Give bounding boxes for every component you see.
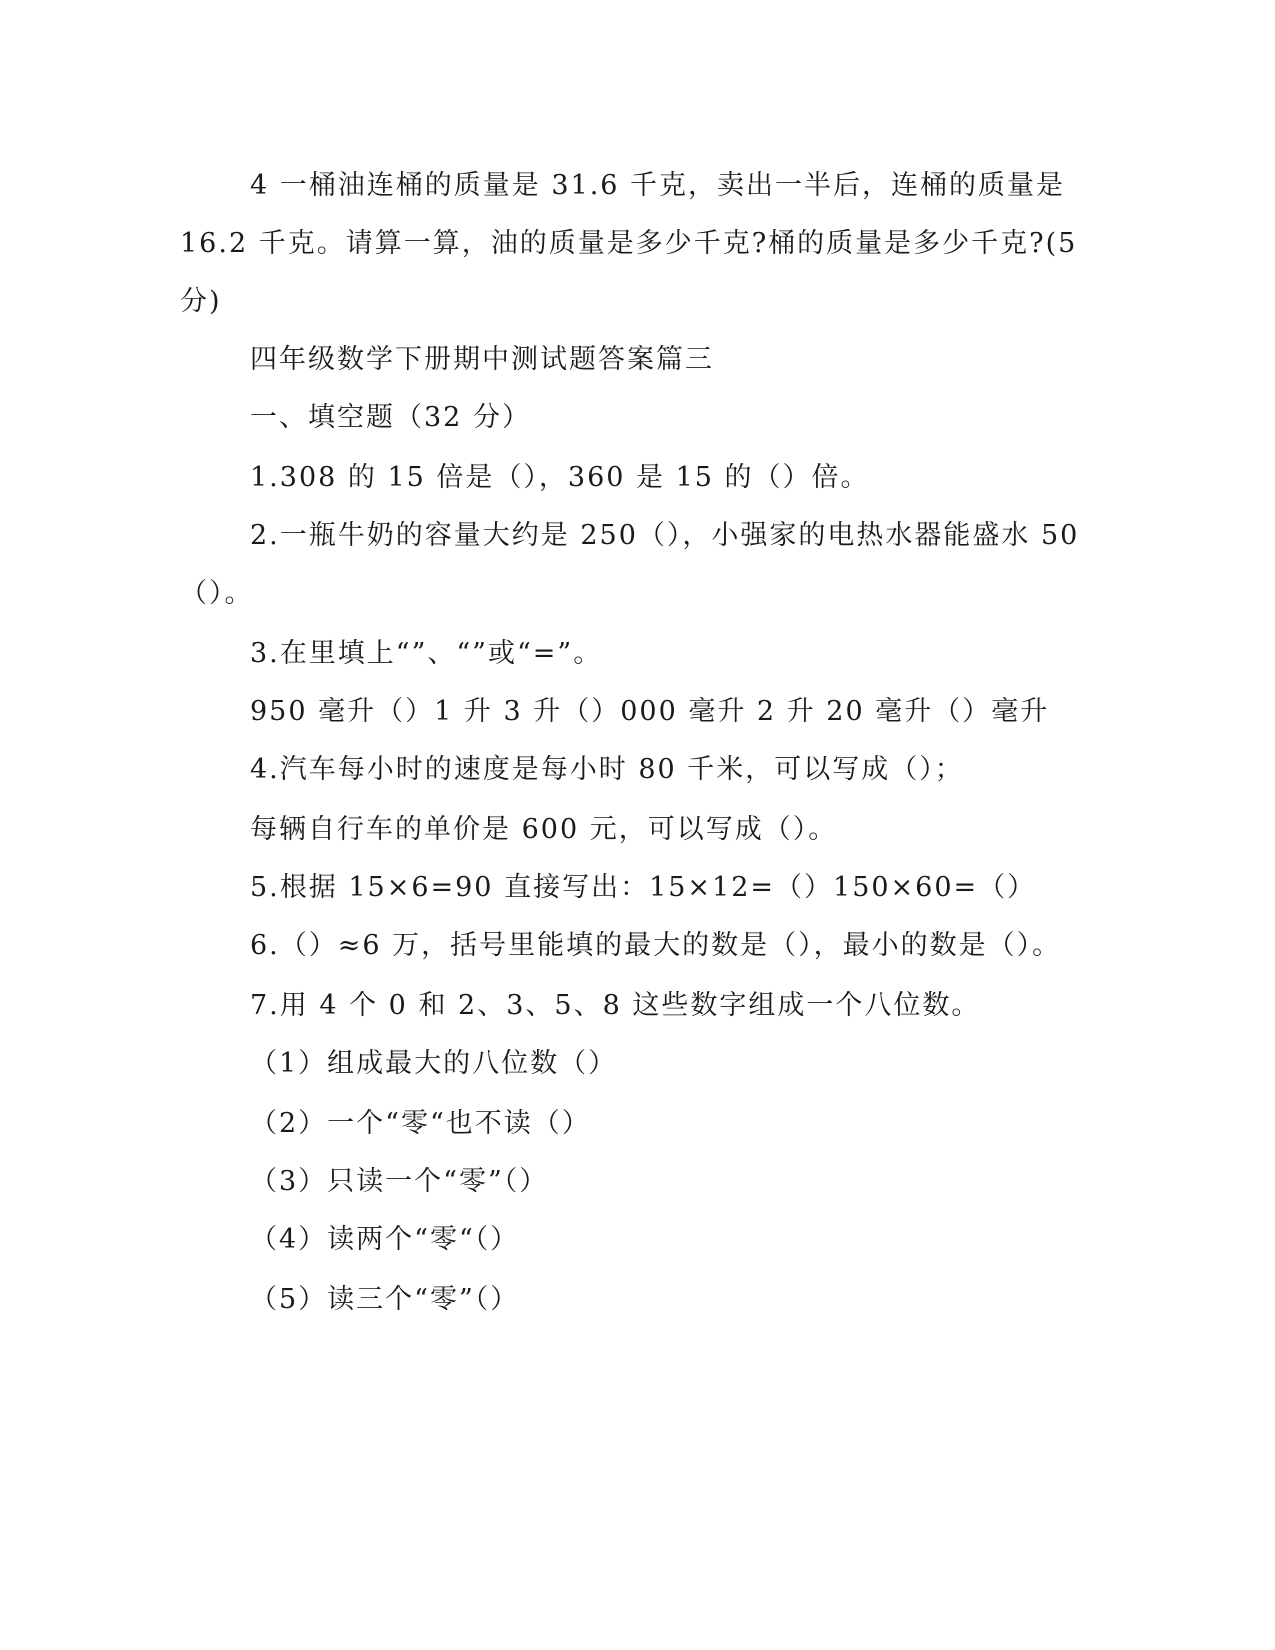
- item-5: 5.根据 15×6=90 直接写出：15×12=（）150×60=（）: [250, 872, 1037, 903]
- item-1: 1.308 的 15 倍是（），360 是 15 的（）倍。: [250, 462, 870, 493]
- question-4-line-2: 16.2 千克。请算一算，油的质量是多少千克?桶的质量是多少千克?(5: [180, 228, 1078, 259]
- question-4-line-3: 分): [180, 286, 222, 317]
- item-3: 3.在里填上“”、“”或“=”。: [250, 638, 603, 669]
- part-heading-fill-blank: 一、填空题（32 分）: [250, 402, 531, 433]
- item-4-line-2: 每辆自行车的单价是 600 元，可以写成（）。: [250, 814, 838, 845]
- item-6: 6.（）≈6 万，括号里能填的最大的数是（），最小的数是（）。: [250, 930, 1062, 961]
- item-7-sub-5: （5）读三个“零”（）: [250, 1284, 520, 1315]
- item-3-units: 950 毫升（）1 升 3 升（）000 毫升 2 升 20 毫升（）毫升: [250, 696, 1050, 727]
- item-7-sub-2: （2）一个“零“也不读（）: [250, 1108, 591, 1139]
- item-7: 7.用 4 个 0 和 2、3、5、8 这些数字组成一个八位数。: [250, 990, 981, 1021]
- item-7-sub-4: （4）读两个“零“（）: [250, 1224, 520, 1255]
- item-2-line-2: （）。: [180, 578, 254, 609]
- item-2-line-1: 2.一瓶牛奶的容量大约是 250（），小强家的电热水器能盛水 50: [250, 520, 1080, 551]
- question-4-line-1: 4 一桶油连桶的质量是 31.6 千克，卖出一半后，连桶的质量是: [250, 170, 1066, 201]
- item-4-line-1: 4.汽车每小时的速度是每小时 80 千米，可以写成（）；: [250, 754, 964, 785]
- item-7-sub-3: （3）只读一个“零”（）: [250, 1166, 549, 1197]
- item-7-sub-1: （1）组成最大的八位数（）: [250, 1048, 618, 1079]
- section-title: 四年级数学下册期中测试题答案篇三: [250, 344, 714, 375]
